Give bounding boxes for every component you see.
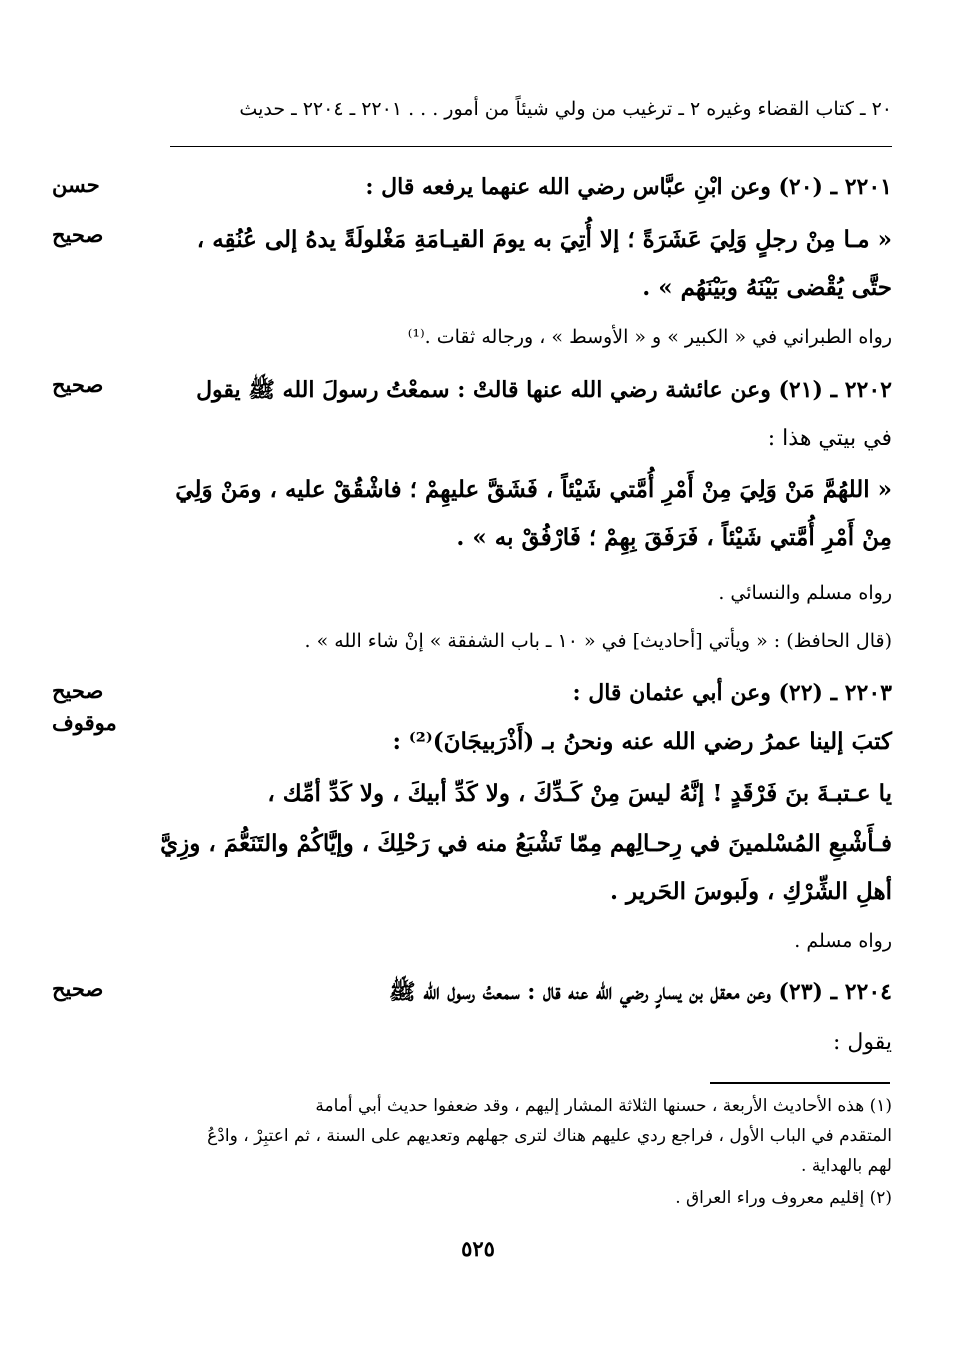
header-divider [170, 146, 892, 147]
footnote-2: (٢) إقليم معروف وراء العراق . [675, 1188, 892, 1208]
footnote-divider [710, 1082, 890, 1084]
grade-hasan: حسن [52, 172, 100, 197]
hadith-2201-source: رواه الطبراني في « الكبير » و « الأوسط » ، ورجاله ثقات .⁽¹⁾ [407, 326, 892, 348]
page-number: ٥٢٥ [461, 1236, 495, 1261]
grade-mawquf-2203: موقوف [52, 710, 117, 735]
footnote-1-line1: (١) هذه الأحاديث الأربعة ، حسنها الثلاثة المشار إليهم ، وقد ضعفوا حديث أبي أمامة [315, 1096, 892, 1116]
hadith-2203-intro: ٢٢٠٣ ـ (٢٢) وعن أبي عثمان قال : [572, 680, 892, 706]
footnote-1-line2: المتقدم في الباب الأول ، فراجع ردي عليهم هناك لترى جهلهم وتعديهم على السنة ، ثم اعتبِرْ ، وادْعُ [207, 1126, 892, 1146]
hadith-2203-source: رواه مسلم . [794, 930, 892, 952]
grade-sahih-2202: صحيح [52, 372, 104, 397]
hadith-2202-intro: ٢٢٠٢ ـ (٢١) وعن عائشة رضي الله عنها قالتْ : سمعْتُ رسولَ الله ﷺ يقول [196, 377, 892, 403]
running-header: ٢٠ ـ كتاب القضاء وغيره ٢ ـ ترغيب من ولي شيئاً من أمور . . . ٢٢٠١ ـ ٢٢٠٤ ـ حديث [239, 98, 892, 120]
hadith-2203-text-line2: يا عـتبـةَ بنَ فَرْقَدٍ ! إنَّهُ ليسَ مِنْ كَـدِّكَ ، ولا كَدِّ أبيكَ ، ولا كَدِّ أمِّك ، [267, 780, 892, 807]
hadith-2203-text-line4: أهلِ الشِّرْكِ ، ولَبوسَ الحَرير . [609, 878, 892, 905]
hadith-2203-text-line3: فـأَشْبعِ المُسْلمينَ في رِحـالِهم مِمّا تَشْبَعُ منه في رَحْلِكَ ، وإيَّاكُمْ والتَنَعُّمَ ، وزِيَّ [160, 830, 892, 857]
hadith-2201-text-line1: « مـا مِنْ رجلٍ وَلِيَ عَشَرَةً ؛ إلا أُتِيَ به يومَ القيـامَةِ مَغْلولَةً يدهُ إلى عُنُقِه ، [196, 226, 892, 253]
hadith-2203-text-line1: كتبَ إلينا عمرُ رضي الله عنه ونحنُ بـ (أَذْرَبيجَانَ)⁽²⁾ : [392, 728, 892, 755]
hadith-2202-intro-cont: في بيتي هذا : [767, 426, 892, 451]
grade-sahih-2201: صحيح [52, 222, 104, 247]
hadith-2202-text-line2: مِنْ أَمْرِ أُمَّتي شَيْئاً ، فَرَفَقَ بِهِمْ ؛ فَارْفُقْ به » . [456, 524, 892, 551]
hadith-2201-text-line2: حتَّى يُقْضى بَيْنَهُ وبَيْنَهُم » . [642, 274, 892, 301]
hadith-2202-text-line1: « اللهُمَّ مَنْ وَلِيَ مِنْ أَمْرِ أُمَّتي شَيْئاً ، فَشَقَّ عليهِمْ ؛ فاشْقُقْ عليه ، ومَنْ وَلِيَ [175, 476, 892, 503]
hafiz-note: (قال الحافظ) : « ويأتي [أحاديث] في « ١٠ ـ باب الشفقة » إنْ شاء الله » . [304, 630, 892, 652]
footnote-1-line3: لهم بالهداية . [801, 1156, 892, 1176]
grade-sahih-2204: صحيح [52, 976, 104, 1001]
grade-sahih-2203: صحيح [52, 678, 104, 703]
hadith-2201-intro: ٢٢٠١ ـ (٢٠) وعن ابْنِ عبَّاس رضي الله عنهما يرفعه قال : [365, 174, 892, 200]
hadith-2204-intro: ٢٢٠٤ ـ (٢٣) وعن معقل بن يسارٍ رضي الله عنه قال : سمعتُ رسول الله ﷺ [388, 979, 892, 1005]
hadith-2204-intro-cont: يقول : [832, 1030, 892, 1055]
hadith-2202-source: رواه مسلم والنسائي . [718, 582, 892, 604]
